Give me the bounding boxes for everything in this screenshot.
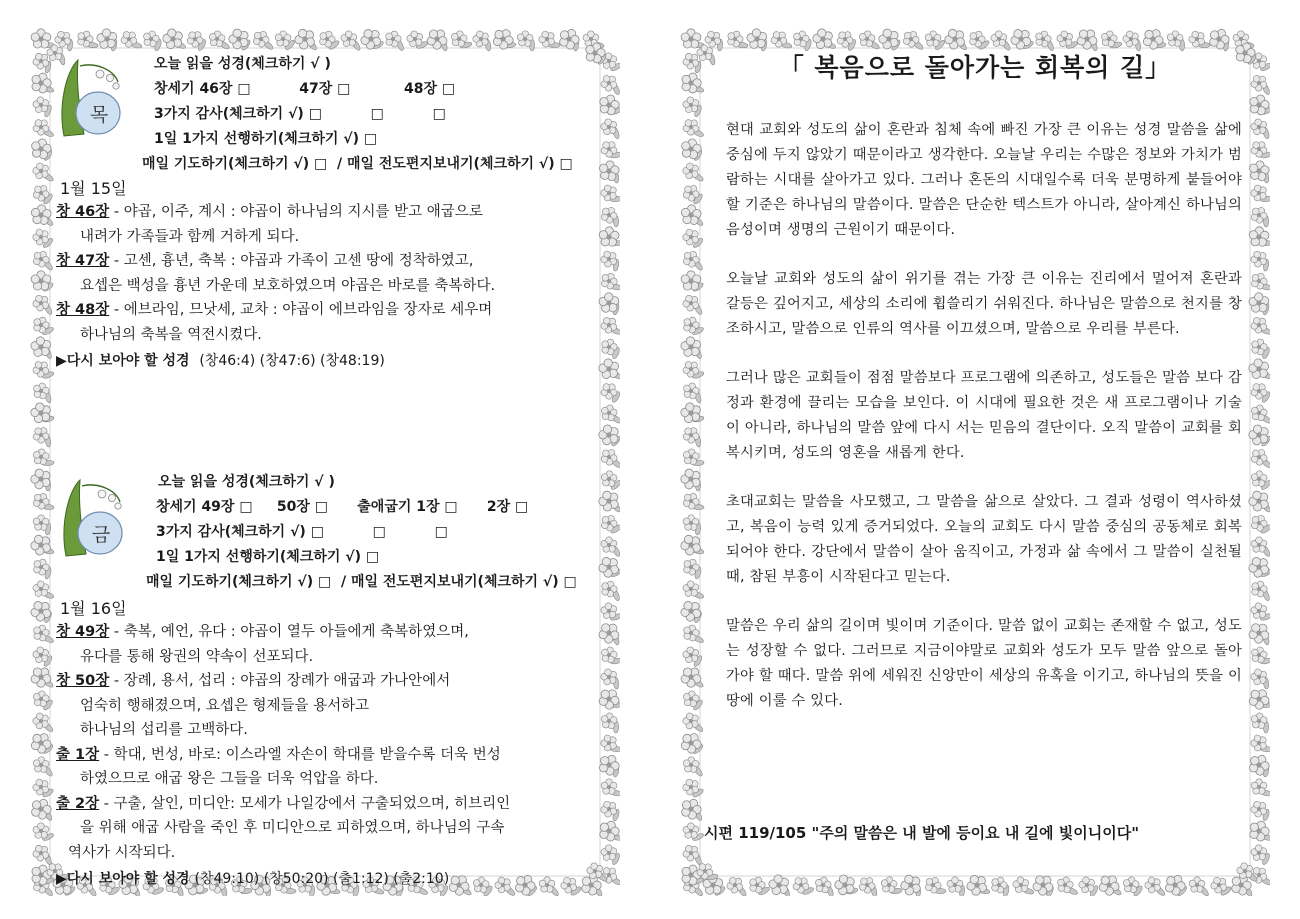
review-verses: ▶다시 보아야 할 성경 (창49:10) (창50:20) (출1:12) (출2:10) [56,871,450,887]
reading-entries [56,200,594,374]
date-heading: 1월 16일 [60,599,127,618]
closing-verse: 시편 119/105 "주의 말씀은 내 발에 등이요 내 길에 빛이니이다" [704,824,1140,842]
day-badge-label: 금 [91,524,111,546]
article-body [726,118,1242,738]
reading-entry: 창 50장 - 장례, 용서, 섭리 : 야곱의 장례가 애굽과 가나안에서 엄숙히 행해졌으며, 요셉은 형제들을 용서하고 하나님의 섭리를 고백하다. [56,673,451,738]
checklist-line: 창세기 46장 □ 47장 □ 48장 □ [154,81,456,97]
checklist-line: 매일 기도하기(체크하기 √) □ / 매일 전도편지보내기(체크하기 √) □ [146,574,577,590]
checklist-line: 3가지 감사(체크하기 √) □ □ □ [156,524,448,540]
lily-of-the-valley-icon [58,476,128,566]
checklist-line: 창세기 49장 □ 50장 □ 출애굽기 1장 □ 2장 □ [156,499,529,515]
reading-entry: 창 48장 - 에브라임, 므낫세, 교차 : 야곱이 에브라임을 장자로 세우며 하나님의 축복을 역전시켰다. [56,302,493,343]
checklist-line: 1일 1가지 선행하기(체크하기 √) □ [154,131,378,147]
checklist-line: 3가지 감사(체크하기 √) □ □ □ [154,106,446,122]
date-heading: 1월 15일 [60,179,127,198]
checklist-line: 오늘 읽을 성경(체크하기 √ ) [154,56,331,72]
paragraph: 오늘날 교회와 성도의 삶이 위기를 겪는 가장 큰 이유는 진리에서 멀어져 혼란과 갈등은 깊어지고, 세상의 소리에 휩쓸리기 쉬워진다. 하나님은 말씀으로 천지를 창조하시고, 말씀으로 인류의 역사를 이끄셨으며, 말씀으로 우리를 부른다. [726,271,1242,337]
right-page [680,28,1270,896]
checklist-line: 오늘 읽을 성경(체크하기 √ ) [158,474,335,490]
review-verses: ▶다시 보아야 할 성경 (창46:4) (창47:6) (창48:19) [56,353,385,369]
lily-of-the-valley-icon [56,56,126,146]
left-page [30,28,620,896]
paragraph: 초대교회는 말씀을 사모했고, 그 말씀을 삶으로 살았다. 그 결과 성령이 역사하셨고, 복음이 능력 있게 증거되었다. 오늘의 교회도 다시 말씀 중심의 공동체로 회복되어야 한다. 강단에서 말씀이 살아 움직이고, 가정과 삶 속에서 그 말씀이 실천될 때, 참된 부흥이 시작된다고 믿는다. [726,494,1242,585]
day-badge-label: 목 [89,104,109,126]
reading-entry: 출 1장 - 학대, 번성, 바로: 이스라엘 자손이 학대를 받을수록 더욱 번성 하였으므로 애굽 왕은 그들을 더욱 억압을 하다. [56,746,501,787]
reading-entry: 출 2장 - 구출, 살인, 미디안: 모세가 나일강에서 구출되었으며, 히브리인 을 위해 애굽 사람을 죽인 후 미디안으로 피하였으며, 하나님의 구속 역사가 시작되다. [56,795,511,861]
checklist-line: 1일 1가지 선행하기(체크하기 √) □ [156,549,380,565]
paragraph: 그러나 많은 교회들이 점점 말씀보다 프로그램에 의존하고, 성도들은 말씀 보다 감정과 환경에 끌리는 모습을 보인다. 이 시대에 필요한 것은 새 프로그램이나 기술이 아니라, 하나님의 말씀 앞에 다시 서는 믿음의 결단이다. 오직 말씀이 교회를 회복시키며, 성도의 영혼을 새롭게 한다. [726,370,1242,461]
paragraph: 말씀은 우리 삶의 길이며 빛이며 기준이다. 말씀 없이 교회는 존재할 수 없고, 성도는 성장할 수 없다. 그러므로 지금이야말로 교회와 성도가 모두 말씀 앞으로 돌아가야 할 때다. 말씀 위에 세워진 신앙만이 세상의 유혹을 이기고, 하나님의 뜻을 이 땅에 이룰 수 있다. [726,618,1242,709]
reading-entry: 창 47장 - 고센, 흉년, 축복 : 야곱과 가족이 고센 땅에 정착하였고, 요셉은 백성을 흉년 가운데 보호하였으며 야곱은 바로를 축복하다. [56,253,496,294]
article-title: 「 복음으로 돌아가는 회복의 길」 [778,53,1172,82]
reading-entry: 창 46장 - 야곱, 이주, 계시 : 야곱이 하나님의 지시를 받고 애굽으로 내려가 가족들과 함께 거하게 되다. [56,204,483,245]
reading-entries [56,620,594,892]
reading-entry: 창 49장 - 축복, 예언, 유다 : 야곱이 열두 아들에게 축복하였으며, 유다를 통해 왕권의 약속이 선포되다. [56,624,469,665]
checklist-line: 매일 기도하기(체크하기 √) □ / 매일 전도편지보내기(체크하기 √) □ [142,156,573,172]
paragraph: 현대 교회와 성도의 삶이 혼란과 침체 속에 빠진 가장 큰 이유는 성경 말씀을 삶에 중심에 두지 않았기 때문이라고 생각한다. 오늘날 우리는 수많은 정보와 가치가 범람하는 시대를 살아가고 있다. 그러나 혼돈의 시대일수록 더욱 분명하게 붙들어야 할 기준은 하나님의 말씀이다. 말씀은 단순한 텍스트가 아니라, 살아계신 하나님의 음성이며 생명의 근원이기 때문이다. [726,122,1242,238]
